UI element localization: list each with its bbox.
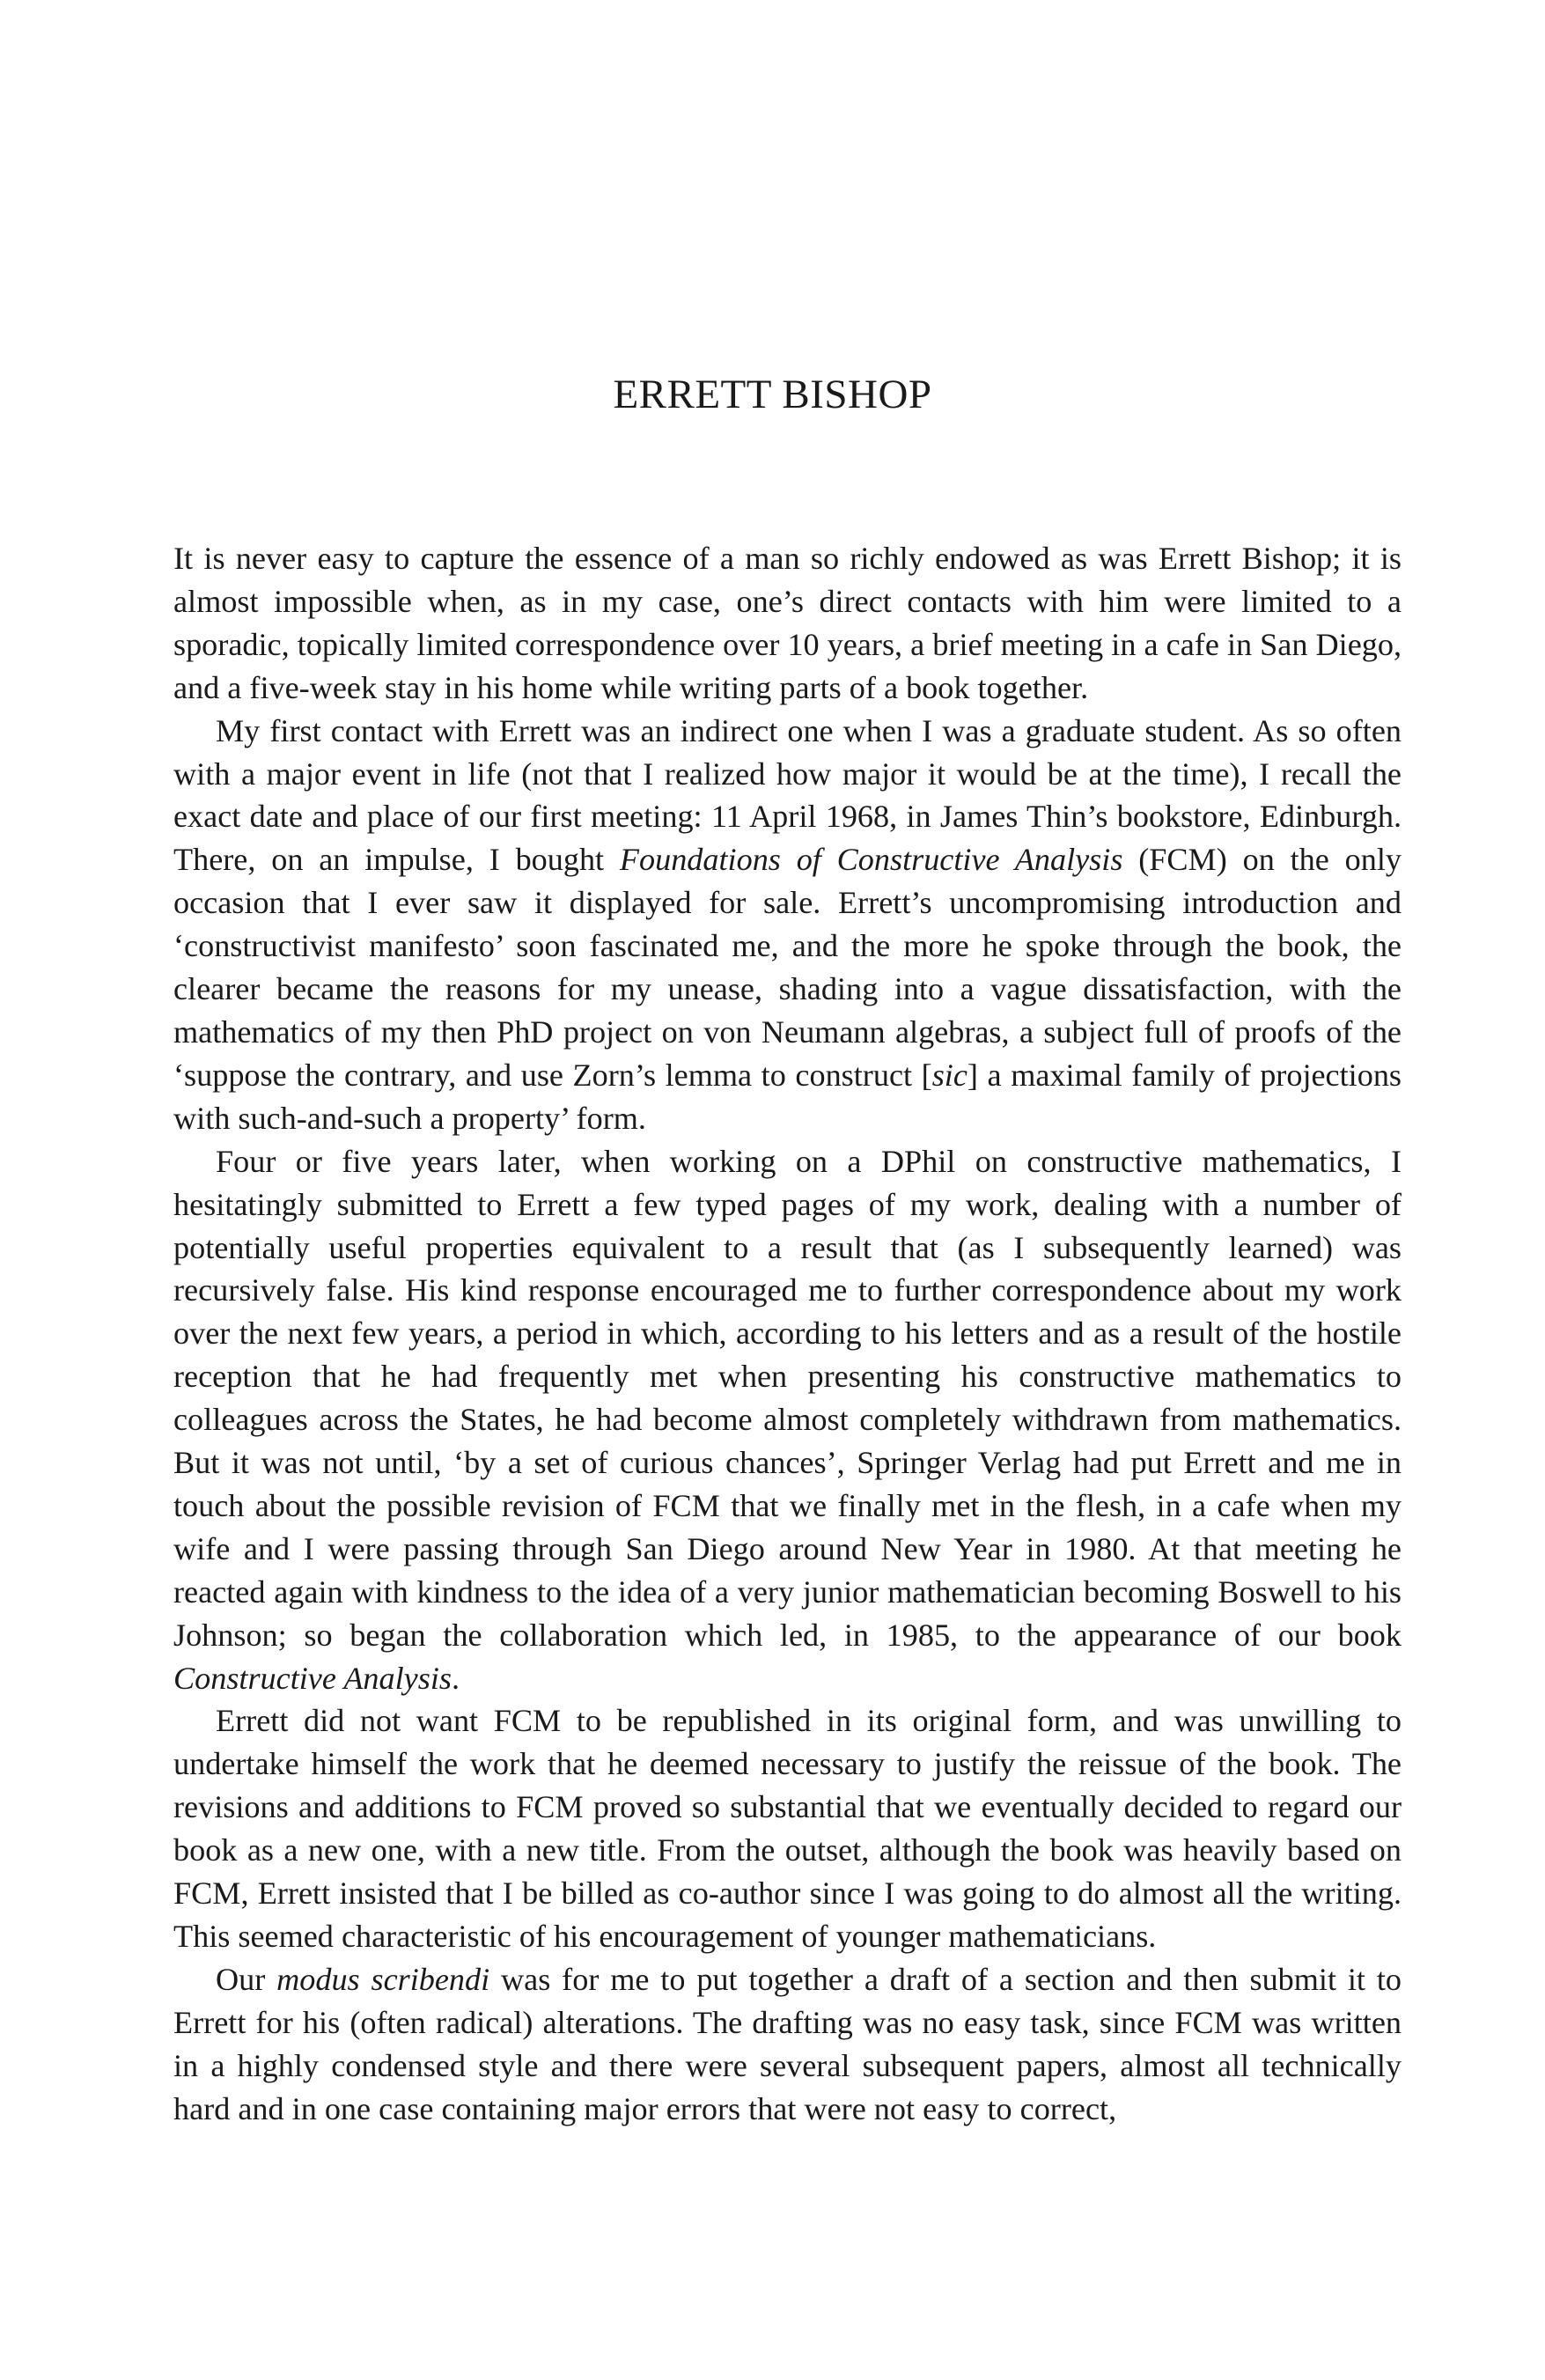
paragraph-3-text-a: Four or five years later, when working on a DPhil on constructive mathematics, I hesitatingly submitted to Errett a few typed pages of my work, dealing with a number of potentially useful properties equivalent to a result that (as I subsequently learned) was recursively false. His kind response encouraged me to further correspondence about my work over the next few years, a period in which, according to his letters and as a result of the hostile reception that he had frequently met when presenting his constructive mathematics to colleagues across the States, he had become almost completely withdrawn from mathematics. But it was not until, ‘by a set of curious chances’, Springer Verlag had put Errett and me in touch about the possible revision of FCM that we finally met in the flesh, in a cafe when my wife and I were passing through San Diego around New Year in 1980. At that meeting he reacted again with kindness to the idea of a very junior mathematician becoming Boswell to his Johnson; so began the collaboration which led, in 1985, to the appearance of our book	[173, 1143, 1402, 1653]
page-title: ERRETT BISHOP	[613, 372, 932, 417]
paragraph-2	[173, 710, 1402, 1140]
paragraph-2-text-a: My first contact with Errett was an indirect one when I was a graduate student. As so often with a major event in life (not that I realized how major it would be at the time), I recall the exact date and place of our first meeting: 11 April 1968, in James Thin’s bookstore, Edinburgh. There, on an impulse, I bought	[173, 712, 1402, 878]
book-title-fca: Foundations of Constructive Analysis	[619, 842, 1123, 878]
paragraph-1: It is never easy to capture the essence of a man so richly endowed as was Errett Bishop; it is almost impossible when, as in my case, one’s direct contacts with him were limited to a sporadic, topically limited correspondence over 10 years, a brief meeting in a cafe in San Diego, and a five-week stay in his home while writing parts of a book together.	[173, 541, 1402, 705]
paragraph-5-text-a: Our	[216, 1961, 277, 1997]
modus-scribendi: modus scribendi	[276, 1961, 490, 1997]
paragraph-2-text-c: ] a maximal family of projections with such-and-such a property’ form.	[173, 1057, 1402, 1136]
body-text	[173, 537, 1402, 2131]
paragraph-5-text-b: was for me to put together a draft of a section and then submit it to Errett for his (often radical) alterations. The drafting was no easy task, since FCM was written in a highly condensed style and there were several subsequent papers, almost all technically hard and in one case containing major errors that were not easy to correct,	[173, 1961, 1402, 2126]
sic-note: sic	[931, 1057, 967, 1093]
paragraph-3	[173, 1140, 1402, 1700]
book-title-ca: Constructive Analysis	[173, 1660, 452, 1696]
paragraph-4: Errett did not want FCM to be republished in its original form, and was unwilling to undertake himself the work that he deemed necessary to justify the reissue of the book. The revisions and additions to FCM proved so substantial that we eventually decided to regard our book as a new one, with a new title. From the outset, although the book was heavily based on FCM, Errett insisted that I be billed as co-author since I was going to do almost all the writing. This seemed characteristic of his encouragement of younger mathematicians.	[173, 1703, 1402, 1954]
paragraph-2-text-b: (FCM) on the only occasion that I ever saw it displayed for sale. Errett’s uncompromising introduction and ‘constructivist manifesto’ soon fascinated me, and the more he spoke through the book, the clearer became the reasons for my unease, shading into a vague dissatisfaction, with the mathematics of my then PhD project on von Neumann algebras, a subject full of proofs of the ‘suppose the contrary, and use Zorn’s lemma to construct [	[173, 842, 1402, 1093]
paragraph-3-text-b: .	[451, 1660, 460, 1696]
paragraph-5	[173, 1958, 1402, 2131]
